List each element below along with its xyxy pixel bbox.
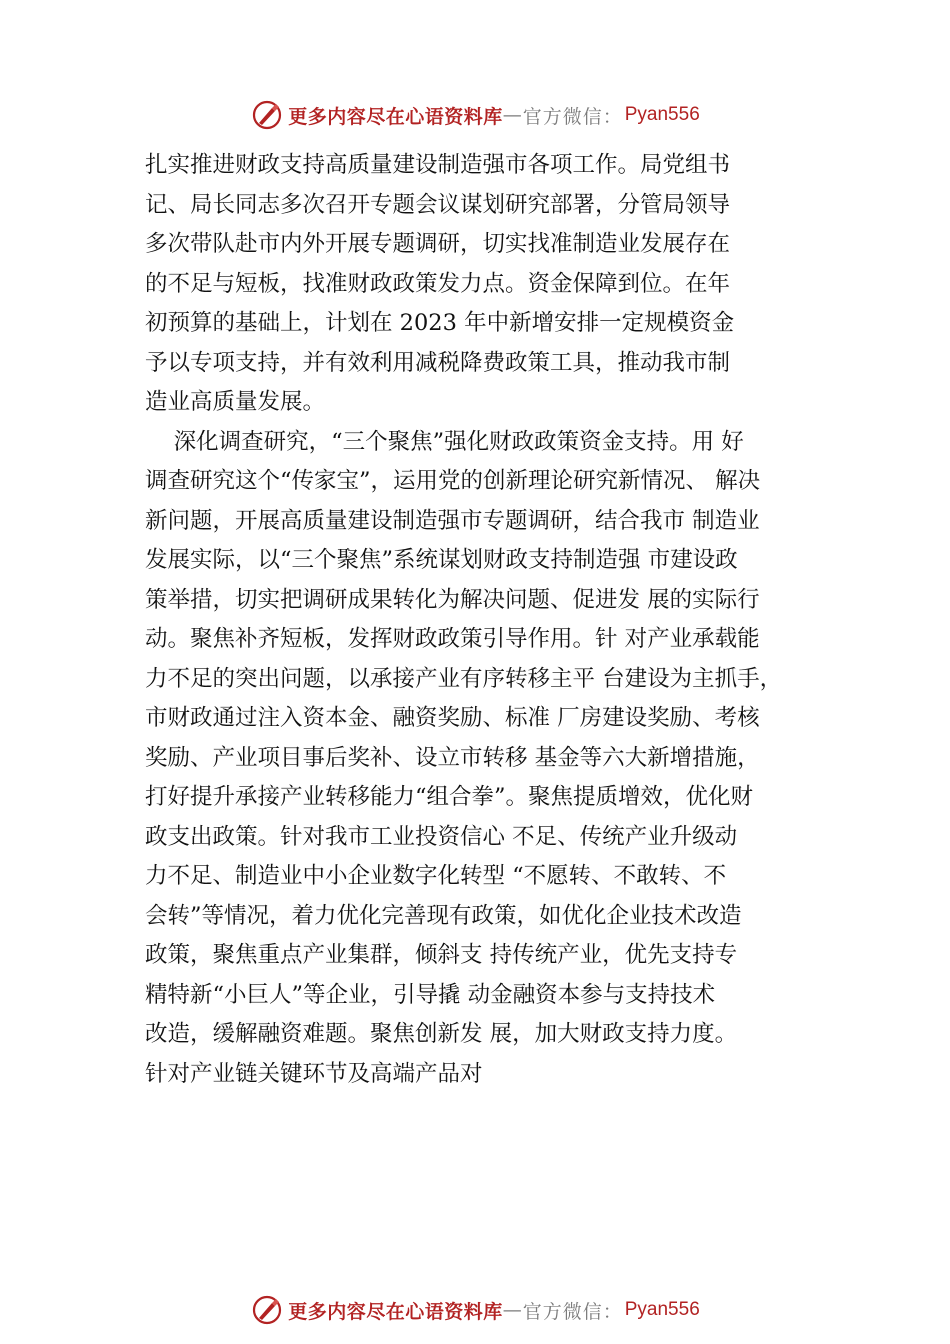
text-line: 记、局长同志多次召开专题会议谋划研究部署，分管局领导 <box>145 191 731 218</box>
text-line: 初预算的基础上，计划在 2023 年中新增安排一定规模资金 <box>145 310 735 336</box>
text-line: 政策，聚焦重点产业集群，倾斜支 持传统产业，优先支持专 <box>145 942 738 968</box>
text-line: 精特新“小巨人”等企业，引导撬 动金融资本参与支持技术 <box>145 981 716 1008</box>
footer-banner <box>0 1288 950 1332</box>
header-brand-text: 更多内容尽在心语资料库 <box>288 105 503 128</box>
footer-wechat-handle: Pyan556 <box>624 1299 700 1320</box>
text-line: 力不足、制造业中小企业数字化转型 “不愿转、不敢转、不 <box>145 863 727 889</box>
footer-dash: — <box>502 1299 523 1321</box>
header-banner <box>0 93 950 137</box>
text-line: 打好提升承接产业转移能力“组合拳”。聚焦提质增效，优化财 <box>145 784 754 810</box>
text-line: 造业高质量发展。 <box>145 389 326 415</box>
text-line: 新问题，开展高质量建设制造强市专题调研，结合我市 制造业 <box>145 507 760 534</box>
text-line: 调查研究这个“传家宝”，运用党的创新理论研究新情况、 解决 <box>145 468 761 494</box>
header-wechat-label: 官方微信： <box>522 105 623 128</box>
text-line: 力不足的突出问题，以承接产业有序转移主平 台建设为主抓手， <box>145 665 783 692</box>
header-dash: — <box>502 104 523 126</box>
text-line: 改造，缓解融资难题。聚焦创新发 展，加大财政支持力度。 <box>145 1021 738 1047</box>
text-line: 政支出政策。针对我市工业投资信心 不足、传统产业升级动 <box>145 823 738 850</box>
text-line: 针对产业链关键环节及高端产品对 <box>145 1060 483 1087</box>
text-line: 发展实际，以“三个聚焦”系统谋划财政支持制造强 市建设政 <box>145 547 738 573</box>
header-wechat-handle: Pyan556 <box>624 104 700 125</box>
document-body <box>145 146 845 1094</box>
footer-brand-text: 更多内容尽在心语资料库 <box>288 1300 503 1323</box>
text-line: 动。聚焦补齐短板，发挥财政政策引导作用。针 对产业承载能 <box>145 626 760 652</box>
text-line: 会转”等情况，着力优化完善现有政策，如优化企业技术改造 <box>145 902 742 929</box>
pen-circle-icon <box>250 98 284 132</box>
pen-circle-icon <box>250 1293 284 1327</box>
text-line: 的不足与短板，找准财政政策发力点。资金保障到位。在年 <box>145 270 731 297</box>
text-line: 扎实推进财政支持高质量建设制造强市各项工作。局党组书 <box>145 152 731 178</box>
text-line: 予以专项支持，并有效利用减税降费政策工具，推动我市制 <box>145 349 731 376</box>
text-line: 奖励、产业项目事后奖补、设立市转移 基金等六大新增措施， <box>145 744 760 771</box>
text-line: 市财政通过注入资本金、融资奖励、标准 厂房建设奖励、考核 <box>145 705 760 731</box>
text-line: 策举措，切实把调研成果转化为解决问题、促进发 展的实际行 <box>145 586 760 613</box>
text-line: 深化调查研究，“三个聚焦”强化财政政策资金支持。用 好 <box>145 428 744 455</box>
footer-wechat-label: 官方微信： <box>522 1300 623 1323</box>
text-line: 多次带队赴市内外开展专题调研，切实找准制造业发展存在 <box>145 231 731 257</box>
